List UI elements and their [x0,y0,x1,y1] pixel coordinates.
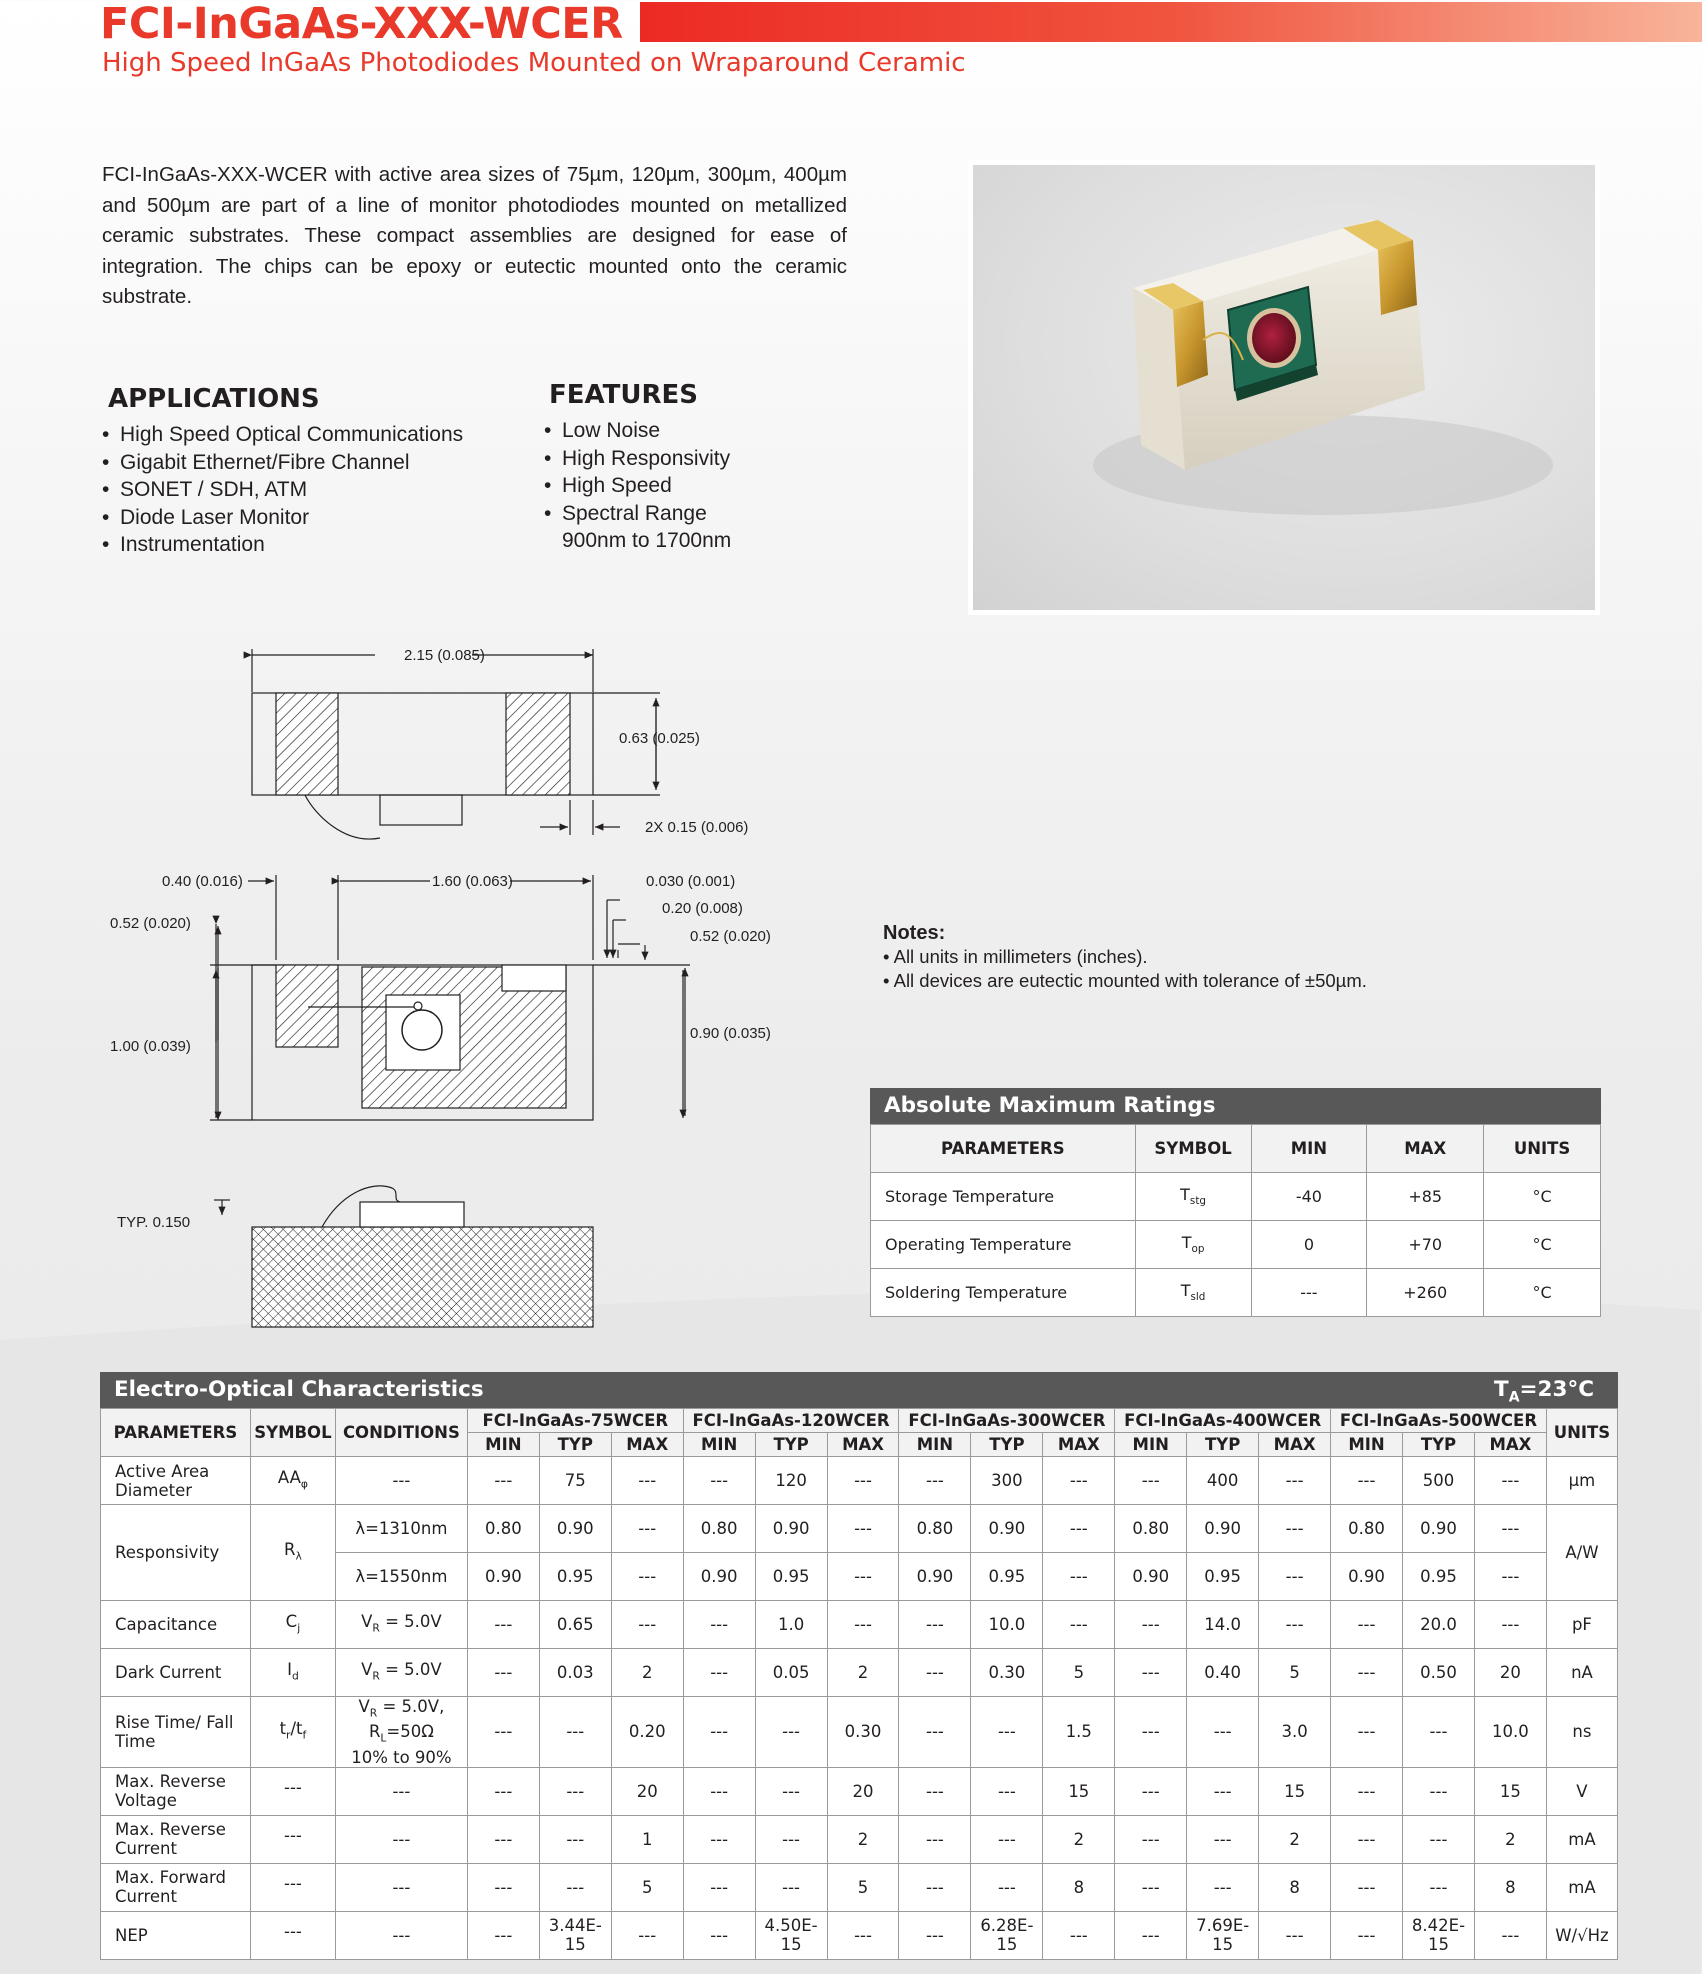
value-cell: 500 [1403,1457,1475,1505]
dim-label: 0.90 (0.035) [690,1025,771,1042]
value-cell: --- [755,1697,827,1768]
value-cell: 0.50 [1403,1649,1475,1697]
value-cell: 3.44E-15 [539,1911,611,1959]
value-cell: 0.80 [899,1505,971,1553]
dim-label: 0.030 (0.001) [646,873,736,890]
sub-header: TYP [971,1433,1043,1457]
value-cell: --- [899,1767,971,1815]
value-cell: 0.80 [683,1505,755,1553]
value-cell: --- [1115,1911,1187,1959]
value-cell: --- [467,1649,539,1697]
value-cell: --- [1115,1767,1187,1815]
value-cell: --- [1331,1815,1403,1863]
param-cell: Max. Reverse Current [101,1815,251,1863]
value-cell: --- [1331,1697,1403,1768]
sub-header: MAX [827,1433,899,1457]
header [100,0,1600,48]
table-row [101,1457,1618,1505]
symbol-cell: --- [250,1863,335,1911]
value-cell: --- [1259,1601,1331,1649]
value-cell: 15 [1043,1767,1115,1815]
condition-cell: λ=1310nm [335,1505,467,1553]
unit-cell: A/W [1546,1505,1617,1601]
col-header: CONDITIONS [335,1409,467,1457]
condition-cell: --- [335,1767,467,1815]
value-cell: --- [1403,1767,1475,1815]
condition-cell: $V_R = 5.0V$ [335,1649,467,1697]
value-cell: --- [539,1697,611,1768]
value-cell: --- [683,1457,755,1505]
table-row: Soldering Temperature $T_{sld}$ --- +260 °C [871,1269,1601,1317]
applications-list [102,421,463,559]
sub-header: MIN [899,1433,971,1457]
dim-label: 1.60 (0.063) [432,873,513,890]
value-cell: 5 [611,1863,683,1911]
value-cell: --- [755,1863,827,1911]
value-cell: --- [755,1815,827,1863]
symbol-cell: $AA_\varphi$ [250,1457,335,1505]
features-heading: FEATURES [549,380,698,410]
table-row [101,1815,1618,1863]
value-cell: 8 [1043,1863,1115,1911]
param-cell: Responsivity [101,1505,251,1601]
symbol-cell: --- [250,1767,335,1815]
table-row [101,1767,1618,1815]
value-cell: --- [899,1649,971,1697]
symbol-cell: --- [250,1815,335,1863]
sub-header: MAX [1043,1433,1115,1457]
value-cell: --- [827,1457,899,1505]
model-header: FCI-InGaAs-300WCER [899,1409,1115,1433]
value-cell: --- [971,1697,1043,1768]
value-cell: --- [467,1601,539,1649]
value-cell: --- [1115,1649,1187,1697]
value-cell: --- [1474,1911,1546,1959]
value-cell: --- [827,1601,899,1649]
value-cell: 120 [755,1457,827,1505]
value-cell: --- [467,1911,539,1959]
photodiode-illustration [973,165,1595,610]
value-cell: --- [1403,1697,1475,1768]
value-cell: 0.30 [971,1649,1043,1697]
list-item: • Diode Laser Monitor [102,505,310,529]
dim-label: TYP. 0.150 [117,1214,191,1231]
value-cell: --- [1187,1815,1259,1863]
condition-cell: --- [335,1863,467,1911]
value-cell: 1 [611,1815,683,1863]
eoc-table [100,1408,1618,1960]
value-cell: --- [899,1601,971,1649]
table-row [101,1863,1618,1911]
value-cell: --- [683,1815,755,1863]
value-cell: --- [971,1767,1043,1815]
dim-label: 0.40 (0.016) [162,873,243,890]
value-cell: --- [899,1457,971,1505]
value-cell: 0.95 [971,1553,1043,1601]
value-cell: --- [1259,1553,1331,1601]
value-cell: 0.03 [539,1649,611,1697]
value-cell: --- [539,1863,611,1911]
table-header-row [101,1409,1618,1433]
condition-cell: λ=1550nm [335,1553,467,1601]
product-photo [973,165,1595,610]
symbol-cell: $I_d$ [250,1649,335,1697]
value-cell: 20 [611,1767,683,1815]
title-accent-bar [640,2,1702,42]
sub-header: MIN [467,1433,539,1457]
value-cell: 0.20 [611,1697,683,1768]
unit-cell: pF [1546,1601,1617,1649]
dim-label: 2.15 (0.085) [404,647,485,664]
value-cell: 8 [1259,1863,1331,1911]
symbol-cell: $C_j$ [250,1601,335,1649]
value-cell: 8 [1474,1863,1546,1911]
value-cell: 7.69E-15 [1187,1911,1259,1959]
value-cell: --- [1115,1601,1187,1649]
dim-label: 1.00 (0.039) [110,1038,191,1055]
value-cell: --- [1331,1767,1403,1815]
value-cell: 0.90 [1331,1553,1403,1601]
sub-header: TYP [755,1433,827,1457]
condition-cell: --- [335,1815,467,1863]
value-cell: --- [1331,1911,1403,1959]
col-header: UNITS [1546,1409,1617,1457]
table-row [101,1601,1618,1649]
dimension-labels [110,647,771,1231]
table-row [101,1911,1618,1959]
value-cell: --- [827,1505,899,1553]
value-cell: 5 [1043,1649,1115,1697]
value-cell: --- [611,1457,683,1505]
sub-header: MAX [1259,1433,1331,1457]
value-cell: --- [1331,1601,1403,1649]
value-cell: --- [1259,1911,1331,1959]
intro-paragraph: FCI-InGaAs-XXX-WCER with active area sizes of 75µm, 120µm, 300µm, 400µm and 500µm are part of a line of monitor photodiodes mounted on metallized ceramic substrates. These compact assemblies are designed for ease of integration. The chips can be epoxy or eutectic mounted onto the ceramic substrate. [102,163,847,308]
value-cell: 300 [971,1457,1043,1505]
value-cell: --- [683,1649,755,1697]
dim-label: 0.52 (0.020) [690,928,771,945]
value-cell: --- [1043,1601,1115,1649]
list-item: • High Speed [544,474,672,498]
value-cell: --- [1403,1815,1475,1863]
applications-heading: APPLICATIONS [108,384,320,414]
value-cell: --- [539,1815,611,1863]
value-cell: --- [467,1863,539,1911]
sub-header: MIN [1115,1433,1187,1457]
dim-label: 0.20 (0.008) [662,900,743,917]
value-cell: 20.0 [1403,1601,1475,1649]
value-cell: 20 [1474,1649,1546,1697]
value-cell: --- [683,1767,755,1815]
value-cell: --- [1331,1863,1403,1911]
value-cell: --- [1331,1457,1403,1505]
value-cell: --- [1474,1505,1546,1553]
value-cell: --- [467,1815,539,1863]
value-cell: --- [1115,1815,1187,1863]
value-cell: 0.90 [683,1553,755,1601]
value-cell: 0.90 [1403,1505,1475,1553]
value-cell: 15 [1474,1767,1546,1815]
value-cell: 1.5 [1043,1697,1115,1768]
model-header: FCI-InGaAs-400WCER [1115,1409,1331,1433]
value-cell: 1.0 [755,1601,827,1649]
param-cell: Max. Reverse Voltage [101,1767,251,1815]
table-row: Operating Temperature $T_{op}$ 0 +70 °C [871,1221,1601,1269]
value-cell: --- [683,1863,755,1911]
model-header: FCI-InGaAs-120WCER [683,1409,899,1433]
value-cell: --- [1043,1911,1115,1959]
value-cell: 0.65 [539,1601,611,1649]
amr-title: Absolute Maximum Ratings [870,1088,1601,1124]
value-cell: --- [899,1863,971,1911]
list-item: • Low Noise [544,419,661,442]
value-cell: --- [611,1601,683,1649]
value-cell: --- [683,1697,755,1768]
value-cell: 0.95 [755,1553,827,1601]
sub-header: TYP [1403,1433,1475,1457]
value-cell: 0.95 [539,1553,611,1601]
list-item: • Spectral Range [544,501,707,525]
value-cell: 0.95 [1403,1553,1475,1601]
value-cell: 0.80 [467,1505,539,1553]
list-item: • Gigabit Ethernet/Fibre Channel [102,450,410,474]
col-header: UNITS [1484,1125,1601,1173]
value-cell: --- [683,1911,755,1959]
value-cell: 0.90 [1187,1505,1259,1553]
value-cell: 3.0 [1259,1697,1331,1768]
page-title: FCI-InGaAs-XXX-WCER [100,0,623,49]
product-photo-frame [968,160,1600,615]
value-cell: 0.40 [1187,1649,1259,1697]
model-header: FCI-InGaAs-500WCER [1331,1409,1547,1433]
list-item: 900nm to 1700nm [562,529,732,553]
eoc-temperature: $T_A=23^\circ C$ [1494,1377,1594,1406]
value-cell: 0.80 [1331,1505,1403,1553]
param-cell: NEP [101,1911,251,1959]
value-cell: --- [827,1911,899,1959]
unit-cell: V [1546,1767,1617,1815]
value-cell: 14.0 [1187,1601,1259,1649]
value-cell: 75 [539,1457,611,1505]
dim-label: 0.63 (0.025) [619,730,700,747]
dim-label: 2X 0.15 (0.006) [645,819,749,836]
note-item: • All devices are eutectic mounted with tolerance of ±50µm. [883,970,1367,991]
list-item: • SONET / SDH, ATM [102,478,308,502]
electro-optical-characteristics [100,1372,1618,1960]
value-cell: --- [1187,1767,1259,1815]
value-cell: --- [1259,1457,1331,1505]
value-cell: --- [1187,1697,1259,1768]
value-cell: 0.90 [1115,1553,1187,1601]
col-header: MIN [1251,1125,1367,1173]
unit-cell: mA [1546,1863,1617,1911]
value-cell: 10.0 [1474,1697,1546,1768]
condition-cell: --- [335,1457,467,1505]
value-cell: 15 [1259,1767,1331,1815]
value-cell: 2 [827,1649,899,1697]
value-cell: --- [1474,1601,1546,1649]
value-cell: 8.42E-15 [1403,1911,1475,1959]
amr-table [870,1124,1601,1317]
value-cell: 0.90 [971,1505,1043,1553]
value-cell: --- [1043,1505,1115,1553]
unit-cell: ns [1546,1697,1617,1768]
value-cell: --- [827,1553,899,1601]
sub-header: MAX [611,1433,683,1457]
value-cell: 2 [827,1815,899,1863]
param-cell: Capacitance [101,1601,251,1649]
value-cell: 0.90 [755,1505,827,1553]
value-cell: --- [1259,1505,1331,1553]
value-cell: --- [899,1911,971,1959]
condition-cell: $V_R = 5.0V$ [335,1601,467,1649]
value-cell: 0.90 [467,1553,539,1601]
value-cell: 2 [1043,1815,1115,1863]
value-cell: --- [1331,1649,1403,1697]
value-cell: 5 [1259,1649,1331,1697]
value-cell: --- [971,1815,1043,1863]
table-row [101,1649,1618,1697]
table-header-row [871,1125,1601,1173]
condition-cell: $V_R = 5.0V$, $R_L=50\Omega$ 10% to 90% [335,1697,467,1768]
value-cell: 0.90 [539,1505,611,1553]
value-cell: --- [1043,1553,1115,1601]
param-cell: Max. Forward Current [101,1863,251,1911]
table-row [101,1505,1618,1553]
value-cell: --- [1115,1863,1187,1911]
value-cell: 0.80 [1115,1505,1187,1553]
symbol-cell: $t_r/t_f$ [250,1697,335,1768]
value-cell: 10.0 [971,1601,1043,1649]
list-item: • High Speed Optical Communications [102,423,464,446]
value-cell: 0.90 [899,1553,971,1601]
sub-header: MAX [1474,1433,1546,1457]
note-item: • All units in millimeters (inches). [883,946,1148,967]
dim-label: 0.52 (0.020) [110,915,191,932]
value-cell: --- [1403,1863,1475,1911]
value-cell: --- [611,1505,683,1553]
unit-cell: mA [1546,1815,1617,1863]
value-cell: --- [467,1767,539,1815]
col-header: SYMBOL [250,1409,335,1457]
value-cell: --- [539,1767,611,1815]
sub-header: TYP [539,1433,611,1457]
param-cell: Rise Time/ Fall Time [101,1697,251,1768]
value-cell: --- [1115,1457,1187,1505]
value-cell: --- [467,1457,539,1505]
value-cell: --- [683,1601,755,1649]
value-cell: --- [1115,1697,1187,1768]
table-row [101,1697,1618,1768]
value-cell: --- [899,1697,971,1768]
list-item: • Instrumentation [102,533,265,557]
value-cell: 400 [1187,1457,1259,1505]
value-cell: 0.05 [755,1649,827,1697]
value-cell: 5 [827,1863,899,1911]
value-cell: --- [899,1815,971,1863]
value-cell: --- [1474,1553,1546,1601]
value-cell: --- [755,1767,827,1815]
unit-cell: µm [1546,1457,1617,1505]
value-cell: --- [971,1863,1043,1911]
value-cell: --- [1474,1457,1546,1505]
eoc-title-bar [100,1372,1618,1408]
value-cell: --- [467,1697,539,1768]
table-row: Storage Temperature $T_{stg}$ -40 +85 °C [871,1173,1601,1221]
value-cell: --- [1187,1863,1259,1911]
features-list [544,417,731,555]
sub-header: MIN [1331,1433,1403,1457]
value-cell: 2 [1259,1815,1331,1863]
sub-header: TYP [1187,1433,1259,1457]
condition-cell: --- [335,1911,467,1959]
eoc-title: Electro-Optical Characteristics [114,1377,484,1402]
absolute-max-ratings [870,1088,1601,1317]
notes-heading: Notes: [883,922,946,944]
unit-cell: W/√Hz [1546,1911,1617,1959]
sub-header: MIN [683,1433,755,1457]
value-cell: --- [1043,1457,1115,1505]
param-cell: Active Area Diameter [101,1457,251,1505]
notes [883,922,1367,993]
value-cell: 20 [827,1767,899,1815]
col-header: MAX [1367,1125,1484,1173]
value-cell: 2 [611,1649,683,1697]
page-subtitle: High Speed InGaAs Photodiodes Mounted on Wraparound Ceramic [102,48,966,78]
value-cell: --- [611,1553,683,1601]
col-header: PARAMETERS [101,1409,251,1457]
value-cell: 0.95 [1187,1553,1259,1601]
col-header: SYMBOL [1135,1125,1251,1173]
param-cell: Dark Current [101,1649,251,1697]
value-cell: --- [611,1911,683,1959]
value-cell: 4.50E-15 [755,1911,827,1959]
list-item: • High Responsivity [544,446,731,470]
mechanical-drawing [100,640,771,1330]
model-header: FCI-InGaAs-75WCER [467,1409,683,1433]
col-header: PARAMETERS [871,1125,1136,1173]
value-cell: 0.30 [827,1697,899,1768]
unit-cell: nA [1546,1649,1617,1697]
value-cell: 6.28E-15 [971,1911,1043,1959]
symbol-cell: --- [250,1911,335,1959]
value-cell: 2 [1474,1815,1546,1863]
symbol-cell: $R_\lambda$ [250,1505,335,1601]
